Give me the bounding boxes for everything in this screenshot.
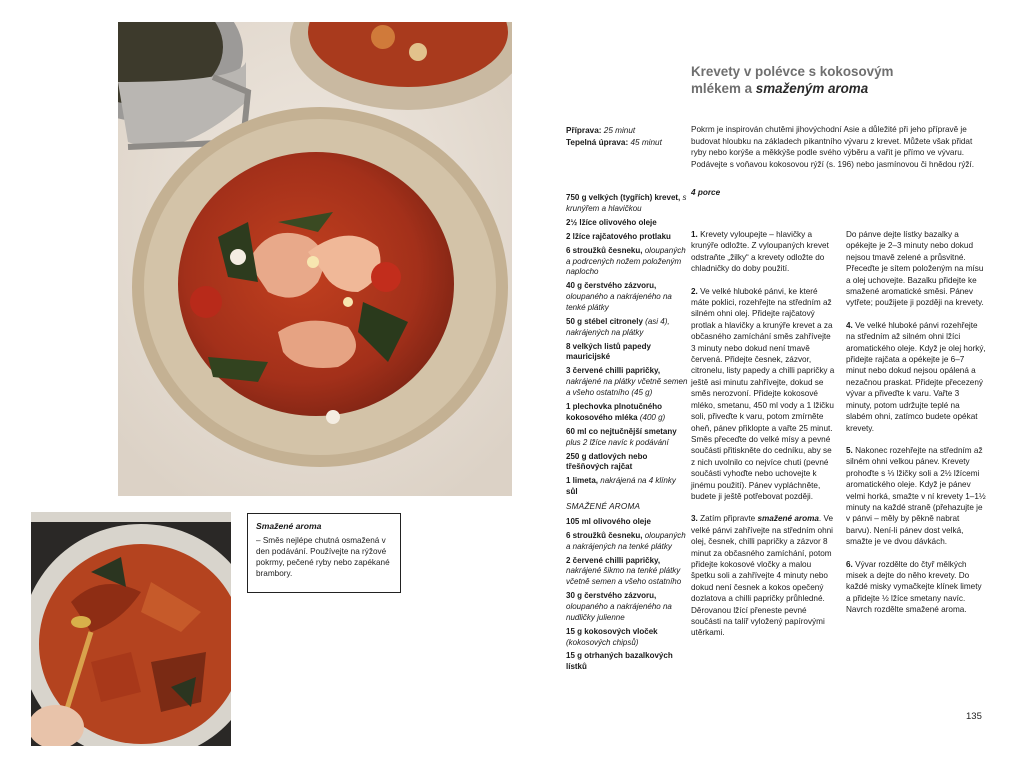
ingredient-name: 750 g velkých (tygřích) krevet, (566, 193, 681, 202)
ingredient-note: oloupaných a nakrájených na tenké plátky (566, 530, 686, 551)
method-column-1 (691, 229, 837, 650)
ingredient-name: 30 g čerstvého zázvoru, (566, 591, 657, 601)
ingredient-note: (kokosových chipsů) (566, 637, 639, 647)
ingredient-item (566, 517, 688, 528)
ingredient-note: plus 2 lžíce navíc k podávání (566, 437, 669, 447)
ingredient-name: 105 ml olivového oleje (566, 516, 651, 526)
ingredient-name: 2 červené chilli papričky, (566, 555, 661, 565)
ingredient-item (566, 281, 688, 313)
step-number: 4. (846, 320, 853, 330)
ingredient-item (566, 427, 688, 449)
ingredient-name: 1 limeta, (566, 476, 599, 486)
ingredient-name: 40 g čerstvého zázvoru, (566, 281, 657, 291)
ingredient-item (566, 591, 688, 623)
ingredient-item (566, 402, 688, 424)
title-line-1: Krevety v polévce s kokosovým (691, 64, 894, 79)
ingredient-item (566, 531, 688, 553)
ingredient-name: 3 červené chilli papričky, (566, 366, 661, 376)
heat-label: Tepelná úprava: (566, 138, 629, 147)
ingredient-name: 6 stroužků česneku, (566, 245, 643, 255)
ingredient-name: 15 g kokosových vloček (566, 626, 658, 636)
ingredient-item (566, 627, 688, 649)
step-emphasis: smažené aroma (757, 514, 819, 524)
sidebox-text: – Směs nejlépe chutná osmažená v den podávání. Používejte na rýžové pokrmy, pečené ryby nebo zapékané brambory. (256, 536, 390, 578)
ingredient-note: nakrájené šikmo na tenké plátky včetně semen a všeho ostatního (566, 566, 682, 587)
intro-paragraph: Pokrm je inspirován chutěmi jihovýchodní Asie a důležité při jeho přípravě je budovat hloubku na základech pikantního vývaru z krevet. Můžete však přidat ryby nebo korýše a měkkýše podle svého výběru a vařit je přímo ve vývaru. Podávejte s voňavou kokosovou rýží (s. 196) nebo jasmínovou či hnědou rýží. (691, 125, 975, 169)
step-text: Vývar rozdělte do čtyř mělkých misek a dejte do něho krevety. Do každé misky vymačkejte klínek limety a přidejte ½ lžíce smetany navíc. Navrch rozdělte smažené aroma. (846, 559, 982, 615)
method-step (691, 513, 837, 638)
ingredient-item (566, 452, 688, 474)
ingredient-note: nakrájené na plátky včetně semen a všeho ostatního (45 g) (566, 377, 688, 398)
portions: 4 porce (691, 188, 721, 197)
sidebox-fried-aroma (247, 513, 401, 593)
ingredient-item (566, 218, 688, 229)
method-step (846, 229, 986, 309)
ingredient-name: 250 g datlových nebo třešňových rajčat (566, 451, 648, 472)
page-number: 135 (966, 711, 982, 722)
ingredient-item (566, 651, 688, 673)
title-line-2: mlékem a (691, 81, 756, 96)
ingredient-item (566, 317, 688, 339)
step-text: . Ve velké pánvi zahřívejte na středním ohni olej, česnek, chilli papričky a zázvor 8 minut za občasného zamíchání, potom přidejte kokosové vločky a malou špetku soli a zahřívejte 4 minuty nebo dokud není česnek a kokos opečený dozlatova a chilli papričky průhledné. Děrovanou lžící přeneste pevné součásti na talíř vyložený papírovými utěrkami. (691, 514, 834, 638)
method-step (846, 445, 986, 548)
ingredient-note: oloupaného a nakrájeného na tenké plátky (566, 292, 672, 312)
method-step (846, 559, 986, 616)
method-step (846, 320, 986, 434)
ingredient-name: 2½ lžíce olivového oleje (566, 217, 657, 227)
ingredient-name: 50 g stébel citronely (566, 316, 643, 326)
ingredient-name: 60 ml co nejtučnější smetany (566, 426, 677, 436)
ingredient-name: 8 velkých listů papedy mauricijské (566, 341, 651, 362)
ingredients-list (566, 193, 688, 676)
ingredient-item (566, 246, 688, 278)
step-text: Ve velké hluboké pánvi, ke které máte poklici, rozehřejte na středním až silném ohni olej. Přidejte rajčatový protlak a hlavičky a krunýře krevet a za občasného zamíchání směs zahřívejte 3 minuty nebo dokud není tmavě červená. Přidejte česnek, zázvor, citronelu, listy papedy a chilli papričky a ještě asi minutu zahřívejte, dokud se směs nerozvoní. Přidejte kokosové mléko, smetanu, 450 ml vody a 1 lžičku soli, přiveďte k varu, potom zmírněte oheň, pánev přiklopte a vařte 25 minut. Směs přeceďte do velké mísy a pevné součásti přitiskněte do cedníku, aby se z nich uvolnilo co nejvíce chuti (pevné součásti vyhoďte nebo uchovejte k jinému použití). Pánev vypláchněte, budete ji ještě potřebovat později. (691, 286, 835, 501)
ingredient-name: 2 lžíce rajčatového protlaku (566, 231, 671, 241)
step-text: Do pánve dejte lístky bazalky a opékejte je 2–3 minuty nebo dokud nejsou tmavě zelené a průsvitné. Přeceďte je sítem položeným na mísu a olej uchovejte. Bazalku přidejte ke smažené aromatické směsi. Pánev vytřete; použijete ji později na krevety. (846, 230, 984, 308)
cooking-times (566, 125, 691, 149)
frying-pan-aroma-photo (31, 512, 231, 746)
step-number: 3. (691, 514, 698, 524)
ingredient-item (566, 366, 688, 398)
step-number: 5. (846, 445, 853, 455)
ingredient-name: 1 plechovka plnotučného kokosového mléka (566, 402, 663, 422)
title-line-2-italic: smaženým aroma (755, 81, 869, 96)
step-number: 1. (691, 230, 698, 239)
sidebox-title: Smažené aroma (256, 521, 322, 531)
step-text: Ve velké hluboké pánvi rozehřejte na středním až silném ohni lžíci aromatického oleje. Když je olej horký, přidejte rajčata a opékejte je 6–7 minut nebo dokud nejsou opálená a nezačnou praskat. Přidejte přecezený vývar a přiveďte k varu. Vařte 3 minuty, potom udržujte teplé na slabém ohni, zatímco budete opékat krevety. (846, 320, 986, 433)
ingredient-item (566, 193, 688, 215)
step-text-pre: Zatím připravte (700, 514, 758, 524)
recipe-title (691, 63, 941, 97)
ingredient-note: (400 g) (639, 412, 666, 422)
ingredient-item (566, 232, 688, 243)
ingredient-note: (asi 4), nakrájených na plátky (566, 316, 670, 337)
heat-value: 45 minut (630, 138, 662, 147)
step-text: Nakonec rozehřejte na středním až silném ohni velkou pánev. Krevety prohoďte s ⅓ lžičky soli a 2½ lžícemi aromatického oleje. Když je pánev velmi horká, smažte v ní krevety 1–1½ minuty na každé straně (přehazujte je v pánvi – měly by pěkně nabrat barvu). Není-li pánev dost velká, smažte je ve dvou dávkách. (846, 445, 986, 547)
ingredient-note: oloupaných a podrcených nožem položeným naplocho (566, 245, 686, 277)
prep-value: 25 minut (603, 126, 636, 135)
ingredient-item (566, 556, 688, 588)
ingredient-item (566, 342, 688, 364)
method-step (691, 286, 837, 503)
step-number: 2. (691, 286, 698, 296)
soup-bowl-photo (118, 22, 512, 496)
ingredient-note: nakrájená na 4 klínky (600, 476, 676, 486)
ingredient-name: 15 g otrhaných bazalkových lístků (566, 651, 673, 672)
ingredient-item (566, 476, 688, 498)
ingredient-name: 6 stroužků česneku, (566, 530, 643, 540)
aroma-heading: SMAŽENÉ AROMA (566, 501, 641, 511)
step-number: 6. (846, 559, 853, 569)
step-text: Krevety vyloupejte – hlavičky a krunýře odložte. Z vyloupaných krevet odstraňte „žilky“ a krevety odložte do chladničky do doby použití. (691, 230, 829, 274)
ingredient-note: s krunýřem a hlavičkou (566, 193, 687, 213)
prep-label: Příprava: (566, 126, 602, 135)
method-column-2 (846, 229, 986, 627)
ingredient-note: oloupaného a nakrájeného na nudličky julienne (566, 601, 672, 622)
method-step (691, 229, 837, 275)
ingredient-name: sůl (566, 487, 578, 497)
